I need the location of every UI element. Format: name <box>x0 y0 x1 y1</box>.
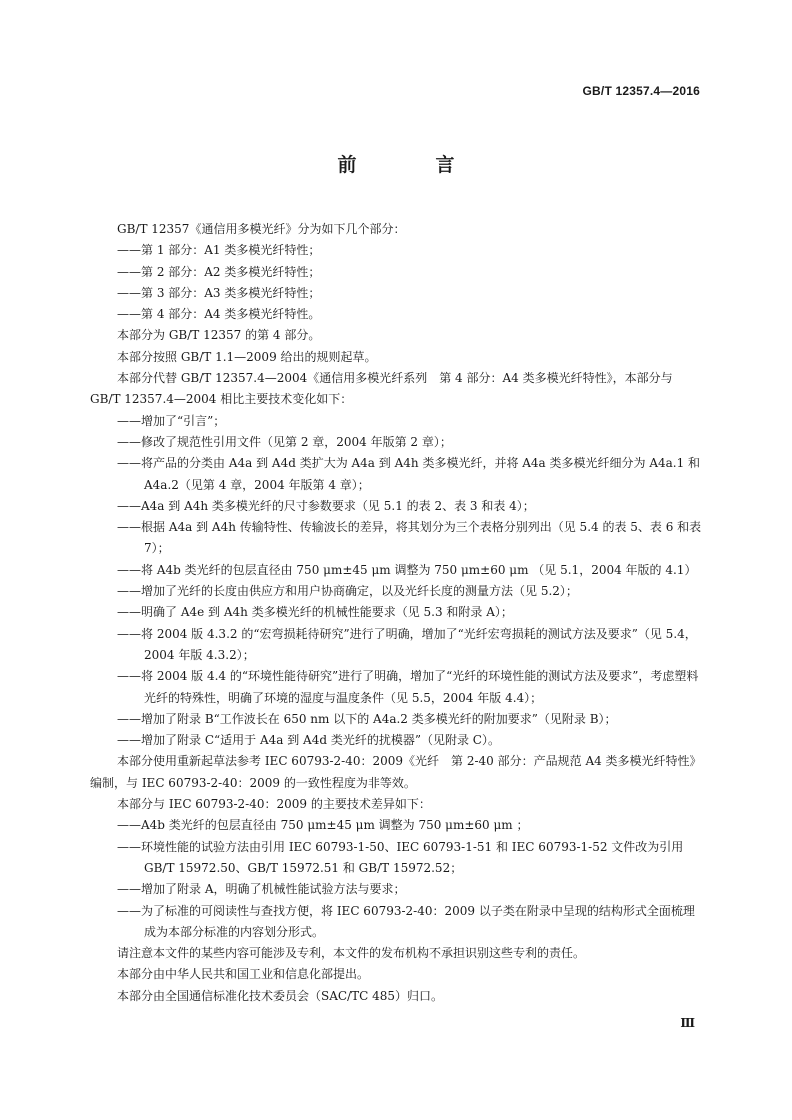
list-item: ——第 2 部分：A2 类多模光纤特性； <box>117 264 321 279</box>
list-item: ——为了标准的可阅读性与查找方便，将 IEC 60793-2-40：2009 以子类在附录中呈现的结构形式全面梳理成为本部分标准的内容划分形式。 <box>117 903 695 939</box>
list-item: ——环境性能的试验方法由引用 IEC 60793-1-50、IEC 60793-1-51 和 IEC 60793-1-52 文件改为引用 GB/T 15972.50、GB/T 15972.51 和 GB/T 15972.52； <box>117 839 684 875</box>
paragraph: 本部分与 IEC 60793-2-40：2009 的主要技术差异如下： <box>117 797 431 812</box>
list-item: ——增加了“引言”； <box>117 413 226 428</box>
paragraph: 请注意本文件的某些内容可能涉及专利，本文件的发布机构不承担识别这些专利的责任。 <box>117 946 586 961</box>
standard-code-header: GB/T 12357.4—2016 <box>582 84 700 98</box>
document-body <box>90 219 704 1007</box>
page-number: Ⅲ <box>680 1016 695 1030</box>
list-item: ——增加了附录 C“适用于 A4a 到 A4d 类光纤的扰模器”（见附录 C）。 <box>117 733 500 748</box>
list-item: ——增加了附录 B“工作波长在 650 nm 以下的 A4a.2 类多模光纤的附加要求”（见附录 B）； <box>117 711 617 726</box>
list-item: ——第 4 部分：A4 类多模光纤特性。 <box>117 307 321 322</box>
list-item: ——第 3 部分：A3 类多模光纤特性； <box>117 285 321 300</box>
paragraph: 本部分按照 GB/T 1.1—2009 给出的规则起草。 <box>117 349 377 364</box>
paragraph: 本部分使用重新起草法参考 IEC 60793-2-40：2009《光纤 第 2-40 部分：产品规范 A4 类多模光纤特性》编制，与 IEC 60793-2-40：2009 的一致性程度为非等效。 <box>90 754 702 790</box>
paragraph: 本部分由中华人民共和国工业和信息化部提出。 <box>117 967 370 982</box>
paragraph: 本部分代替 GB/T 12357.4—2004《通信用多模光纤系列 第 4 部分：A4 类多模光纤特性》，本部分与 GB/T 12357.4—2004 相比主要技术变化如下： <box>90 371 673 407</box>
list-item: ——增加了附录 A，明确了机械性能试验方法与要求； <box>117 882 406 897</box>
list-item: ——将 2004 版 4.3.2 的“宏弯损耗待研究”进行了明确，增加了“光纤宏弯损耗的测试方法及要求”（见 5.4，2004 年版 4.3.2）； <box>117 626 697 662</box>
list-item: ——将 2004 版 4.4 的“环境性能待研究”进行了明确，增加了“光纤的环境性能的测试方法及要求”，考虑塑料光纤的特殊性，明确了环境的湿度与温度条件（见 5.5，2004 年版 4.4）； <box>117 669 699 705</box>
list-item: ——修改了规范性引用文件（见第 2 章，2004 年版第 2 章）； <box>117 434 452 449</box>
list-item: ——增加了光纤的长度由供应方和用户协商确定，以及光纤长度的测量方法（见 5.2）； <box>117 584 578 599</box>
paragraph: GB/T 12357《通信用多模光纤》分为如下几个部分： <box>117 222 406 236</box>
list-item: ——根据 A4a 到 A4h 传输特性、传输波长的差异，将其划分为三个表格分别列出（见 5.4 的表 5、表 6 和表 7）； <box>117 520 702 556</box>
paragraph: 本部分由全国通信标准化技术委员会（SAC/TC 485）归口。 <box>117 988 444 1003</box>
list-item: ——A4a 到 A4h 类多模光纤的尺寸参数要求（见 5.1 的表 2、表 3 和表 4）； <box>117 498 535 513</box>
list-item: ——第 1 部分：A1 类多模光纤特性； <box>117 243 321 258</box>
paragraph: 本部分为 GB/T 12357 的第 4 部分。 <box>117 328 321 343</box>
list-item: ——将 A4b 类光纤的包层直径由 750 μm±45 μm 调整为 750 μm±60 μm （见 5.1，2004 年版的 4.1） <box>117 562 697 577</box>
list-item: ——A4b 类光纤的包层直径由 750 μm±45 μm 调整为 750 μm±60 μm ； <box>117 818 529 833</box>
page-title: 前 言 <box>337 154 485 176</box>
list-item: ——明确了 A4e 到 A4h 类多模光纤的机械性能要求（见 5.3 和附录 A）； <box>117 605 513 620</box>
list-item: ——将产品的分类由 A4a 到 A4d 类扩大为 A4a 到 A4h 类多模光纤，并将 A4a 类多模光纤细分为 A4a.1 和 A4a.2（见第 4 章，2004 年版第 4 章）； <box>117 456 701 492</box>
